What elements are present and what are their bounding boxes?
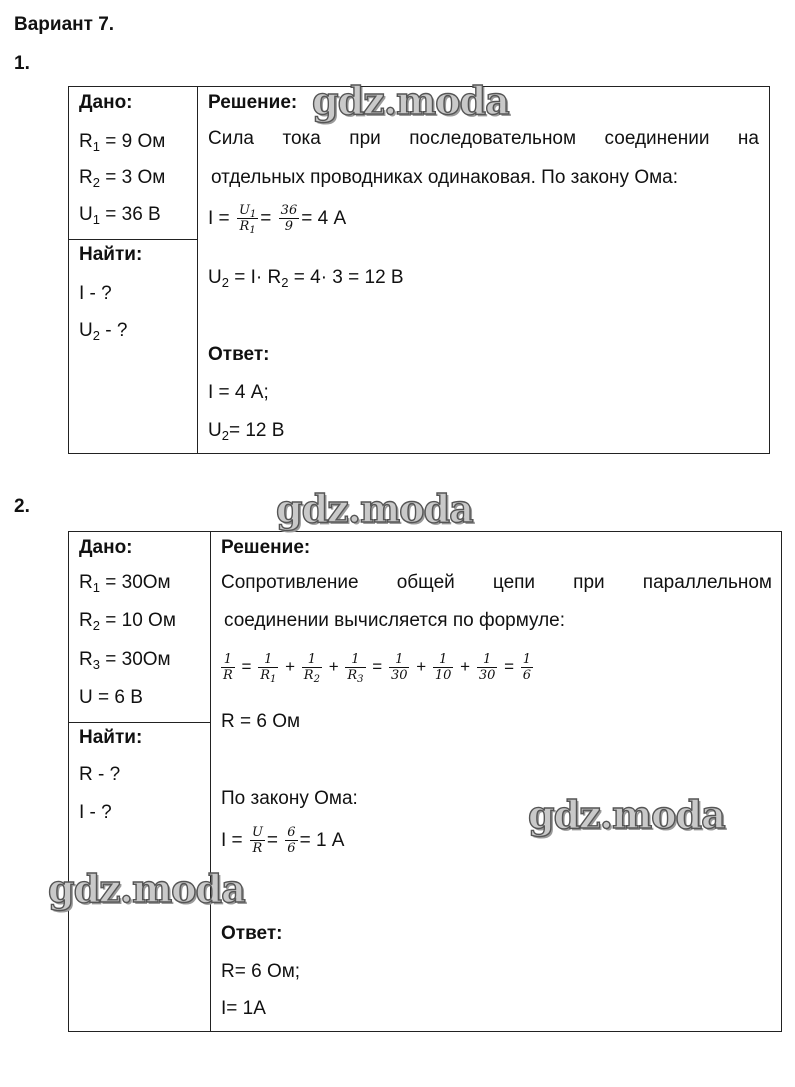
given-r1: $R_1 = 9$ Ом	[79, 131, 166, 154]
answer-voltage: $U_2= 12$ В	[208, 420, 285, 443]
watermark-logo: gdz.moda	[48, 866, 245, 911]
answer-resistance: R= 6 Ом;	[221, 961, 301, 982]
solution-text-line-2: отдельных проводниках одинаковая. По закону Ома:	[211, 167, 679, 188]
ohm-law-equation: I = $\frac{U_1}{R_1}$ = $\frac{36}{9}$ = 4 А	[208, 203, 347, 237]
watermark-logo: gdz.moda	[312, 78, 509, 123]
find-current: I - ?	[79, 283, 112, 304]
resistance-result: R = 6 Ом	[221, 711, 301, 732]
watermark-logo: gdz.moda	[528, 792, 725, 837]
answer-current: I= 1А	[221, 998, 266, 1019]
given-r2: $R_2 = 10$ Ом	[79, 610, 176, 633]
find-voltage: $U_2$ - ?	[79, 320, 128, 343]
find-current: I - ?	[79, 802, 112, 823]
solution-label: Решение:	[208, 92, 298, 113]
answer-label: Ответ:	[221, 923, 283, 944]
given-r3: $R_3 = 30Ом$	[79, 649, 171, 672]
fraction-36-9: $\frac{36}{9}$	[280, 203, 298, 235]
problem-1-table	[68, 86, 770, 454]
solution-text-line-1: Сопротивление общей цепи при параллельном	[221, 572, 772, 593]
watermark-logo: gdz.moda	[276, 486, 473, 531]
problem-1-number: 1.	[14, 53, 30, 74]
find-resistance: R - ?	[79, 764, 121, 785]
problem-2-number: 2.	[14, 496, 30, 517]
parallel-resistance-formula: $\frac{1}{R}$ = $\frac{1}{R_1}$ + $\frac{1}{R_2}$ + $\frac{1}{R_3}$ = $\frac{1}{30}$ + $\frac{1}{10}$ + $\frac{1}{30}$ = $\frac{1}{6}$	[223, 652, 532, 686]
find-label: Найти:	[79, 244, 143, 265]
find-label: Найти:	[79, 727, 143, 748]
solution-text-line-1: Сила тока при последовательном соединении на	[208, 128, 759, 149]
fraction-u1-r1: $\frac{U_1}{R_1}$	[238, 203, 257, 237]
ohm-law-label: По закону Ома:	[221, 788, 358, 809]
given-u1: $U_1 = 36$ В	[79, 204, 161, 227]
voltage-equation: $U_2 = I\cdot R_2 = 4\cdot 3 = 12$ В	[208, 267, 404, 290]
page-title: Вариант 7.	[14, 14, 115, 35]
solution-text-line-2: соединении вычисляется по формуле:	[224, 610, 566, 631]
solution-label: Решение:	[221, 537, 311, 558]
answer-label: Ответ:	[208, 344, 270, 365]
given-u: U = 6 В	[79, 687, 143, 708]
given-label: Дано:	[79, 92, 133, 113]
given-r1: $R_1 = 30Ом$	[79, 572, 171, 595]
given-label: Дано:	[79, 537, 133, 558]
current-equation: I = $\frac{U}{R}$ = $\frac{6}{6}$ = 1 А	[221, 825, 345, 857]
given-r2: $R_2 = 3$ Ом	[79, 167, 166, 190]
problem-2-table	[68, 531, 782, 1032]
answer-current: I = 4 А;	[208, 382, 269, 403]
